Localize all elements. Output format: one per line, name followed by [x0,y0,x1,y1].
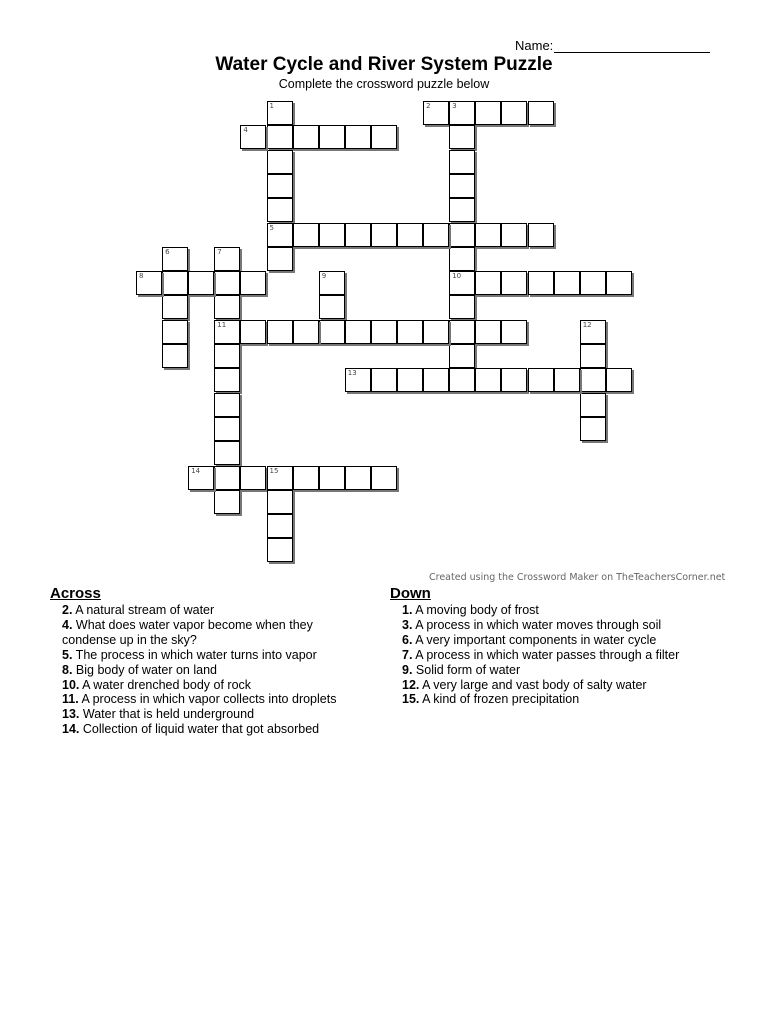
down-clue-6 [402,633,742,648]
crossword-cell[interactable] [319,466,345,490]
crossword-cell[interactable] [267,490,293,514]
crossword-cell[interactable] [267,174,293,198]
crossword-cell[interactable] [606,271,632,295]
crossword-cell[interactable] [345,125,371,149]
crossword-cell[interactable] [345,368,371,392]
crossword-cell[interactable] [449,320,475,344]
across-clue-4 [62,618,362,648]
cell-number: 9 [321,272,327,281]
clue-number: 5. [62,647,73,662]
crossword-cell[interactable] [554,271,580,295]
crossword-cell[interactable] [214,320,240,344]
clue-text: A very large and vast body of salty water [419,677,647,692]
down-heading: Down [390,585,431,602]
crossword-cell[interactable] [214,466,240,490]
across-clue-10 [62,678,362,693]
cell-number: 5 [269,223,274,232]
crossword-cell[interactable] [475,101,501,125]
clue-text: A process in which water moves through soil [412,617,662,632]
crossword-cell[interactable] [136,271,162,295]
cell-number: 2 [426,102,431,110]
crossword-cell[interactable] [371,368,397,392]
crossword-cell[interactable] [214,295,240,319]
crossword-cell[interactable] [214,344,240,368]
crossword-cell[interactable] [580,320,606,344]
crossword-cell[interactable] [449,223,475,247]
crossword-cell[interactable] [162,344,188,368]
clue-text: A process in which water passes through a filter [412,647,680,662]
clue-number: 12. [402,677,420,692]
crossword-cell[interactable] [371,320,397,344]
crossword-cell[interactable] [240,125,266,149]
crossword-cell[interactable] [345,466,371,490]
clue-text: What does water vapor become when they condense up in the sky? [62,617,313,647]
crossword-cell[interactable] [319,125,345,149]
crossword-cell[interactable] [345,223,371,247]
crossword-cell[interactable] [267,150,293,174]
clue-text: A water drenched body of rock [79,677,252,692]
crossword-cell[interactable] [267,538,293,562]
crossword-cell[interactable] [501,368,527,392]
crossword-cell[interactable] [267,101,293,125]
crossword-cell[interactable] [214,441,240,465]
down-clue-3 [402,618,742,633]
clue-text: A very important components in water cycle [412,632,657,647]
cell-number: 4 [243,126,248,135]
credit-text: Created using the Crossword Maker on TheTeachersCorner.net [429,572,726,583]
clue-number: 11. [62,692,79,707]
crossword-cell[interactable] [319,295,345,319]
across-clue-13 [62,707,362,722]
crossword-cell[interactable] [449,150,475,174]
crossword-cell[interactable] [423,101,449,125]
cell-number: 13 [347,369,357,378]
down-clue-12 [402,678,742,693]
down-clue-7 [402,648,742,663]
clue-number: 15. [402,692,420,707]
crossword-cell[interactable] [449,125,475,149]
down-clue-9 [402,663,742,678]
cell-number: 14 [191,466,201,475]
crossword-cell[interactable] [293,320,319,344]
crossword-cell[interactable] [580,393,606,417]
name-label: Name: [515,38,554,53]
crossword-cell[interactable] [319,223,345,247]
crossword-cell[interactable] [240,320,266,344]
crossword-cell[interactable] [240,466,266,490]
clue-number: 2. [62,603,73,617]
crossword-cell[interactable] [267,125,293,149]
crossword-cell[interactable] [267,466,293,490]
crossword-cell[interactable] [397,223,423,247]
crossword-cell[interactable] [449,368,475,392]
crossword-cell[interactable] [214,490,240,514]
cell-number: 3 [452,102,457,110]
crossword-cell[interactable] [475,271,501,295]
crossword-cell[interactable] [319,271,345,295]
down-clue-15 [402,692,742,707]
crossword-cell[interactable] [528,271,554,295]
crossword-cell[interactable] [293,125,319,149]
crossword-cell[interactable] [449,271,475,295]
clue-text: Collection of liquid water that got absorbed [79,722,320,737]
crossword-cell[interactable] [345,320,371,344]
down-clue-1 [402,603,742,618]
clue-number: 7. [402,647,413,662]
clue-number: 3. [402,617,413,632]
across-clue-list [62,603,362,737]
cell-number: 15 [269,466,279,475]
cell-number: 6 [165,247,170,256]
crossword-cell[interactable] [267,514,293,538]
cell-number: 12 [582,320,592,329]
crossword-cell[interactable] [528,223,554,247]
crossword-cell[interactable] [214,247,240,271]
crossword-cell[interactable] [449,174,475,198]
cell-number: 1 [269,102,274,110]
crossword-cell[interactable] [371,223,397,247]
clue-text: The process in which water turns into vapor [72,647,317,662]
crossword-cell[interactable] [319,320,345,344]
across-clue-11 [62,692,362,707]
clue-number: 13. [62,707,80,722]
crossword-cell[interactable] [293,223,319,247]
crossword-cell[interactable] [501,271,527,295]
clue-number: 4. [62,617,73,632]
crossword-cell[interactable] [501,101,527,125]
across-clue-5 [62,648,362,663]
down-clue-list [402,603,742,707]
crossword-cell[interactable] [423,320,449,344]
crossword-cell[interactable] [162,247,188,271]
crossword-cell[interactable] [214,417,240,441]
crossword-cell[interactable] [423,368,449,392]
page-title: Water Cycle and River System Puzzle [215,54,553,75]
crossword-cell[interactable] [267,320,293,344]
crossword-cell[interactable] [267,247,293,271]
crossword-cell[interactable] [188,271,214,295]
crossword-cell[interactable] [580,417,606,441]
clue-text: Water that is held underground [79,707,255,722]
crossword-cell[interactable] [554,368,580,392]
across-clue-14 [62,722,362,737]
crossword-cell[interactable] [397,320,423,344]
crossword-cell[interactable] [423,223,449,247]
crossword-cell[interactable] [501,223,527,247]
crossword-cell[interactable] [371,466,397,490]
clue-text: A natural stream of water [72,603,215,617]
crossword-cell[interactable] [162,271,188,295]
crossword-cell[interactable] [214,393,240,417]
cell-number: 10 [452,272,462,281]
cell-number: 7 [217,247,222,256]
clue-number: 14. [62,722,80,737]
crossword-cell[interactable] [580,368,606,392]
crossword-cell[interactable] [162,320,188,344]
page-subtitle: Complete the crossword puzzle below [278,77,490,91]
crossword-cell[interactable] [214,368,240,392]
crossword-cell[interactable] [267,223,293,247]
crossword-cell[interactable] [475,368,501,392]
crossword-cell[interactable] [528,368,554,392]
clue-text: Solid form of water [412,662,521,677]
crossword-cell[interactable] [449,344,475,368]
clue-text: A process in which vapor collects into droplets [78,692,337,707]
crossword-cell[interactable] [475,320,501,344]
crossword-cell[interactable] [475,223,501,247]
crossword-cell[interactable] [449,295,475,319]
crossword-cell[interactable] [240,271,266,295]
crossword-cell[interactable] [449,198,475,222]
crossword-cell[interactable] [606,368,632,392]
crossword-cell[interactable] [449,247,475,271]
crossword-cell[interactable] [293,466,319,490]
clue-number: 9. [402,662,413,677]
crossword-cell[interactable] [580,344,606,368]
clue-number: 1. [402,603,413,617]
clue-number: 8. [62,662,73,677]
clue-text: Big body of water on land [72,662,217,677]
crossword-cell[interactable] [188,466,214,490]
crossword-cell[interactable] [501,320,527,344]
clue-text: A kind of frozen precipitation [419,692,580,707]
crossword-cell[interactable] [214,271,240,295]
clue-number: 6. [402,632,413,647]
crossword-cell[interactable] [162,295,188,319]
cell-number: 11 [217,320,227,329]
clue-number: 10. [62,677,80,692]
across-clue-8 [62,663,362,678]
crossword-cell[interactable] [267,198,293,222]
crossword-cell[interactable] [580,271,606,295]
crossword-cell[interactable] [397,368,423,392]
across-heading: Across [50,585,101,602]
clue-text: A moving body of frost [412,603,539,617]
across-clue-2 [62,603,362,618]
cell-number: 8 [139,272,144,281]
crossword-cell[interactable] [528,101,554,125]
crossword-cell[interactable] [371,125,397,149]
crossword-cell[interactable] [449,101,475,125]
